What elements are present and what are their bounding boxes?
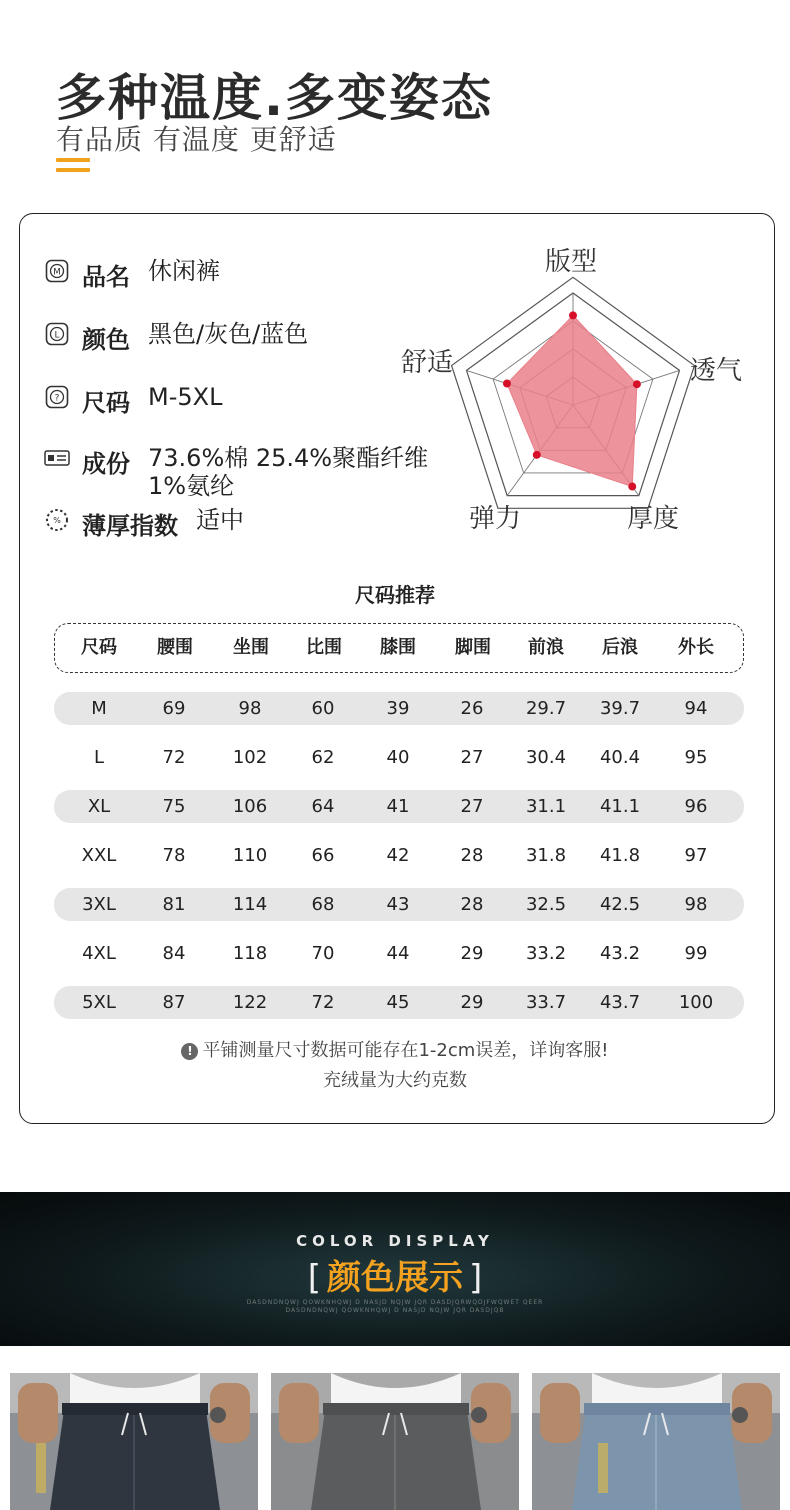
svg-text:L: L [54, 330, 60, 341]
spec-row-name [44, 257, 220, 292]
accent-line-top [56, 158, 90, 162]
spec-value-material: 73.6%棉 25.4%聚酯纤维 1%氨纶 [148, 444, 429, 500]
table-cell: 102 [232, 747, 268, 768]
table-cell: 42 [386, 845, 410, 866]
table-cell: 97 [684, 845, 708, 866]
table-cell: 29 [460, 992, 484, 1013]
percent-gauge-icon [44, 507, 70, 533]
table-cell: M [91, 698, 107, 719]
banner-en-title: COLOR DISPLAY [296, 1232, 494, 1250]
svg-text:M: M [53, 267, 61, 278]
header-cell: 坐围 [233, 637, 269, 658]
size-table-title: 尺码推荐 [355, 583, 435, 607]
header-cell: 膝围 [380, 637, 416, 658]
table-cell: 98 [684, 894, 708, 915]
table-cell: 41.1 [599, 796, 641, 817]
spec-value-thickness: 适中 [196, 506, 244, 534]
table-cell: 95 [684, 747, 708, 768]
table-cell: 68 [311, 894, 335, 915]
header-cell: 前浪 [528, 637, 564, 658]
table-cell: 30.4 [525, 747, 567, 768]
table-row [54, 790, 744, 823]
spec-label-name: 品名 [82, 263, 130, 291]
l-badge-icon [44, 321, 70, 347]
spec-label-thickness: 薄厚指数 [82, 512, 178, 540]
size-table-header [54, 623, 744, 673]
table-cell: 5XL [82, 992, 116, 1013]
banner-cn-title [0, 1250, 790, 1299]
table-cell: 26 [460, 698, 484, 719]
id-card-icon [44, 445, 70, 471]
table-cell: 40.4 [599, 747, 641, 768]
table-cell: 118 [232, 943, 268, 964]
table-cell: 114 [232, 894, 268, 915]
table-cell: 75 [162, 796, 186, 817]
table-cell: 106 [232, 796, 268, 817]
table-cell: 64 [311, 796, 335, 817]
table-cell: 27 [460, 747, 484, 768]
table-cell: 4XL [82, 943, 116, 964]
table-cell: 72 [162, 747, 186, 768]
hero-subtitle: 有品质 有温度 更舒适 [56, 123, 337, 156]
m-badge-icon [44, 258, 70, 284]
table-cell: 100 [678, 992, 714, 1013]
table-cell: 27 [460, 796, 484, 817]
table-cell: 110 [232, 845, 268, 866]
table-cell: 39.7 [599, 698, 641, 719]
table-cell: 43.7 [599, 992, 641, 1013]
radar-data-point [569, 311, 577, 319]
table-cell: 42.5 [599, 894, 641, 915]
table-cell: 60 [311, 698, 335, 719]
table-cell: 39 [386, 698, 410, 719]
banner-cn-text: 颜色展示 [327, 1258, 463, 1298]
table-cell: 62 [311, 747, 335, 768]
banner-deco-line-1: DASDNDNQWJ QOWKNHQWJ D NASJD NQJW JQR DASDJQRWQDJFWQWET QEER [246, 1299, 544, 1306]
table-cell: 66 [311, 845, 335, 866]
fill-note: 充绒量为大约克数 [323, 1070, 467, 1091]
table-cell: 69 [162, 698, 186, 719]
table-cell: 98 [238, 698, 262, 719]
table-cell: 87 [162, 992, 186, 1013]
table-cell: 44 [386, 943, 410, 964]
table-cell: 29.7 [525, 698, 567, 719]
table-cell: 29 [460, 943, 484, 964]
table-cell: 99 [684, 943, 708, 964]
radar-data-point [503, 380, 511, 388]
table-cell: 28 [460, 894, 484, 915]
table-cell: 33.7 [525, 992, 567, 1013]
svg-text:?: ? [54, 393, 60, 404]
product-photo-blue[interactable] [532, 1373, 780, 1510]
table-cell: 94 [684, 698, 708, 719]
table-row [54, 937, 744, 970]
color-display-banner [0, 1192, 790, 1346]
spec-label-color: 颜色 [82, 326, 130, 354]
radar-data-area [507, 315, 637, 486]
header-cell: 脚围 [455, 637, 491, 658]
radar-label-fit: 版型 [545, 247, 598, 277]
spec-row-thickness [44, 506, 244, 541]
table-cell: XL [87, 796, 111, 817]
measurement-note-text: 平铺测量尺寸数据可能存在1-2cm误差，详询客服! [202, 1040, 609, 1061]
spec-value-size: M-5XL [148, 383, 223, 411]
measurement-note [0, 1036, 790, 1062]
table-cell: 41 [386, 796, 410, 817]
spec-value-color: 黑色/灰色/蓝色 [148, 320, 309, 348]
table-cell: 122 [232, 992, 268, 1013]
bracket-right: ] [469, 1258, 483, 1298]
radar-data-point [633, 380, 641, 388]
table-cell: 33.2 [525, 943, 567, 964]
table-cell: L [93, 747, 105, 768]
table-cell: 43.2 [599, 943, 641, 964]
svg-text:%: % [53, 516, 61, 525]
radar-data-point [628, 483, 636, 491]
product-photo-black[interactable] [10, 1373, 258, 1510]
spec-row-material [44, 444, 428, 500]
table-row [54, 986, 744, 1019]
spec-row-color [44, 320, 308, 355]
table-cell: 81 [162, 894, 186, 915]
table-cell: 84 [162, 943, 186, 964]
spec-value-name: 休闲裤 [148, 257, 220, 285]
spec-label-material: 成份 [82, 450, 130, 478]
table-row [54, 839, 744, 872]
product-photo-grey[interactable] [271, 1373, 519, 1510]
table-cell: 28 [460, 845, 484, 866]
table-cell: 72 [311, 992, 335, 1013]
table-cell: 43 [386, 894, 410, 915]
radar-data-point [533, 451, 541, 459]
banner-deco-line-2: DASDNDNQWJ QOWKNHQWJ D NASJD NQJW JQR DASDJQB [285, 1307, 505, 1314]
table-cell: 45 [386, 992, 410, 1013]
table-cell: 32.5 [525, 894, 567, 915]
table-cell: 70 [311, 943, 335, 964]
radar-svg [395, 230, 775, 550]
table-cell: 40 [386, 747, 410, 768]
radar-label-thickness: 厚度 [627, 504, 680, 534]
table-cell: 31.1 [525, 796, 567, 817]
radar-label-elasticity: 弹力 [469, 504, 522, 534]
spec-label-size: 尺码 [82, 389, 130, 417]
hero-title: 多种温度.多变姿态 [56, 69, 493, 127]
table-cell: 78 [162, 845, 186, 866]
spec-row-size [44, 383, 222, 418]
table-row [54, 692, 744, 725]
table-cell: 31.8 [525, 845, 567, 866]
table-cell: 41.8 [599, 845, 641, 866]
header-cell: 腰围 [157, 637, 193, 658]
radar-chart [395, 230, 775, 550]
table-cell: XXL [81, 845, 117, 866]
header-cell: 外长 [678, 637, 714, 658]
radar-label-breathable: 透气 [690, 356, 743, 386]
header-cell: 尺码 [81, 637, 117, 658]
bracket-left: [ [307, 1258, 321, 1298]
table-cell: 96 [684, 796, 708, 817]
table-row [54, 888, 744, 921]
table-row [54, 741, 744, 774]
header-cell: 后浪 [602, 637, 638, 658]
header-cell: 比围 [306, 637, 342, 658]
table-cell: 3XL [82, 894, 116, 915]
accent-line-bottom [56, 168, 90, 172]
question-badge-icon [44, 384, 70, 410]
warning-icon: ! [181, 1043, 198, 1060]
radar-label-comfort: 舒适 [401, 348, 454, 378]
